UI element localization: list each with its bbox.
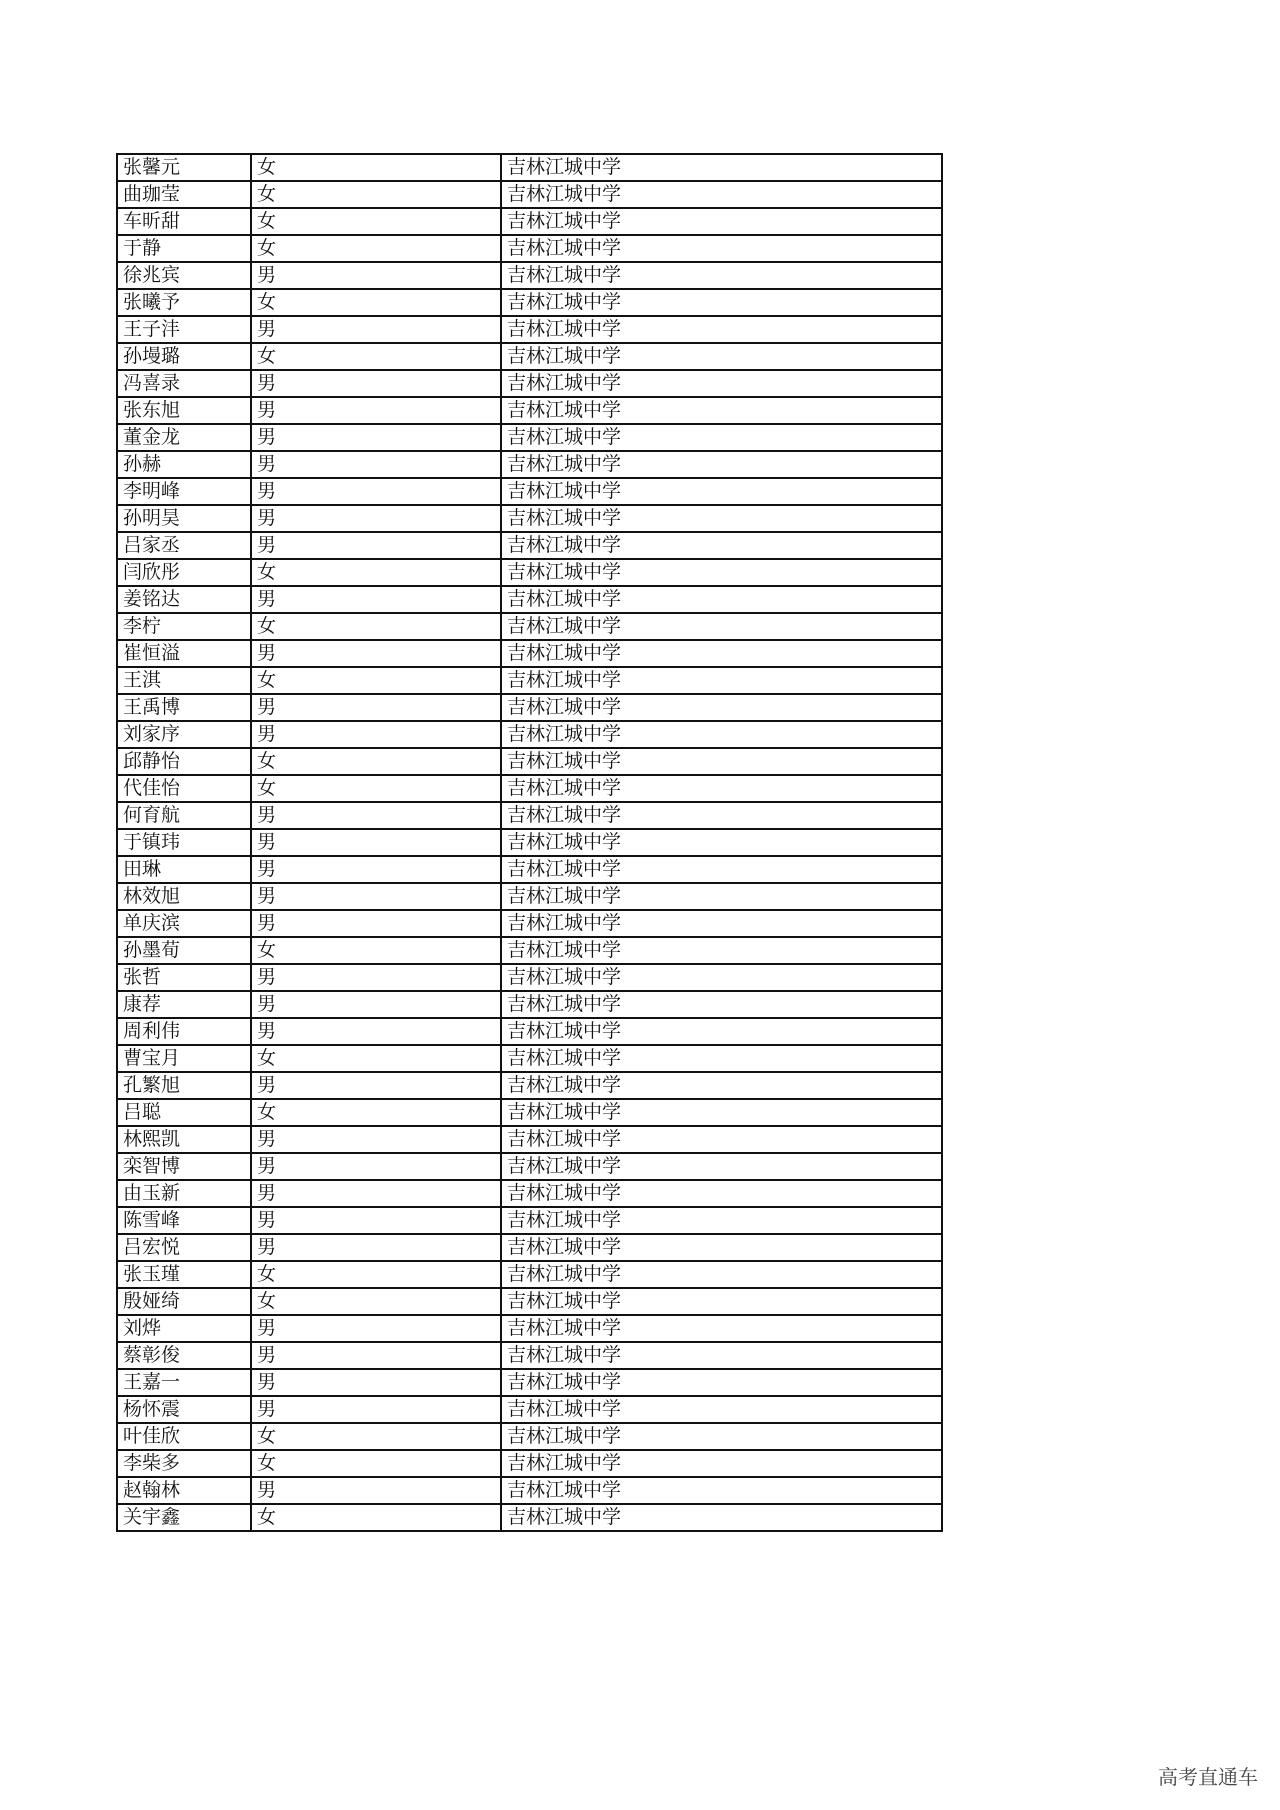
- gender-cell: 男: [251, 1153, 501, 1180]
- gender-cell: 男: [251, 883, 501, 910]
- table-row: [117, 613, 942, 640]
- gender-cell: 男: [251, 478, 501, 505]
- gender-cell: 女: [251, 937, 501, 964]
- gender-cell: 男: [251, 451, 501, 478]
- table-row: [117, 235, 942, 262]
- school-cell: 吉林江城中学: [501, 1018, 942, 1045]
- school-cell: 吉林江城中学: [501, 289, 942, 316]
- gender-cell: 男: [251, 1207, 501, 1234]
- school-cell: 吉林江城中学: [501, 667, 942, 694]
- student-name-cell: 吕聪: [117, 1099, 251, 1126]
- school-cell: 吉林江城中学: [501, 235, 942, 262]
- student-name-cell: 李明峰: [117, 478, 251, 505]
- school-cell: 吉林江城中学: [501, 1477, 942, 1504]
- gender-cell: 男: [251, 316, 501, 343]
- student-name-cell: 栾智博: [117, 1153, 251, 1180]
- gender-cell: 男: [251, 802, 501, 829]
- student-name-cell: 吕宏悦: [117, 1234, 251, 1261]
- gender-cell: 男: [251, 370, 501, 397]
- student-name-cell: 周利伟: [117, 1018, 251, 1045]
- student-name-cell: 曹宝月: [117, 1045, 251, 1072]
- table-row: [117, 667, 942, 694]
- student-name-cell: 王淇: [117, 667, 251, 694]
- gender-cell: 男: [251, 532, 501, 559]
- student-name-cell: 孙明昊: [117, 505, 251, 532]
- gender-cell: 女: [251, 1045, 501, 1072]
- table-row: [117, 181, 942, 208]
- gender-cell: 女: [251, 1423, 501, 1450]
- school-cell: 吉林江城中学: [501, 964, 942, 991]
- table-row: [117, 775, 942, 802]
- school-cell: 吉林江城中学: [501, 343, 942, 370]
- student-name-cell: 张馨元: [117, 154, 251, 181]
- student-name-cell: 崔恒溢: [117, 640, 251, 667]
- table-row: [117, 1153, 942, 1180]
- gender-cell: 女: [251, 343, 501, 370]
- gender-cell: 男: [251, 991, 501, 1018]
- student-name-cell: 吕家丞: [117, 532, 251, 559]
- table-row: [117, 1099, 942, 1126]
- student-name-cell: 杨怀震: [117, 1396, 251, 1423]
- gender-cell: 男: [251, 640, 501, 667]
- gender-cell: 男: [251, 586, 501, 613]
- table-row: [117, 991, 942, 1018]
- table-row: [117, 1288, 942, 1315]
- table-row: [117, 451, 942, 478]
- table-row: [117, 1369, 942, 1396]
- table-row: [117, 1396, 942, 1423]
- school-cell: 吉林江城中学: [501, 640, 942, 667]
- student-name-cell: 张曦予: [117, 289, 251, 316]
- school-cell: 吉林江城中学: [501, 370, 942, 397]
- gender-cell: 男: [251, 721, 501, 748]
- student-name-cell: 姜铭达: [117, 586, 251, 613]
- gender-cell: 女: [251, 181, 501, 208]
- table-row: [117, 154, 942, 181]
- table-row: [117, 829, 942, 856]
- table-row: [117, 478, 942, 505]
- table-row: [117, 1072, 942, 1099]
- gender-cell: 男: [251, 1369, 501, 1396]
- school-cell: 吉林江城中学: [501, 1423, 942, 1450]
- table-row: [117, 883, 942, 910]
- table-row: [117, 1045, 942, 1072]
- table-row: [117, 910, 942, 937]
- gender-cell: 女: [251, 748, 501, 775]
- gender-cell: 男: [251, 1234, 501, 1261]
- student-name-cell: 孔繁旭: [117, 1072, 251, 1099]
- table-row: [117, 1018, 942, 1045]
- table-row: [117, 1477, 942, 1504]
- gender-cell: 男: [251, 910, 501, 937]
- student-name-cell: 董金龙: [117, 424, 251, 451]
- school-cell: 吉林江城中学: [501, 532, 942, 559]
- table-row: [117, 559, 942, 586]
- student-name-cell: 林效旭: [117, 883, 251, 910]
- school-cell: 吉林江城中学: [501, 856, 942, 883]
- school-cell: 吉林江城中学: [501, 883, 942, 910]
- gender-cell: 男: [251, 1396, 501, 1423]
- student-name-cell: 林熙凯: [117, 1126, 251, 1153]
- student-name-cell: 孙墁璐: [117, 343, 251, 370]
- school-cell: 吉林江城中学: [501, 829, 942, 856]
- student-name-cell: 康荐: [117, 991, 251, 1018]
- school-cell: 吉林江城中学: [501, 559, 942, 586]
- table-row: [117, 424, 942, 451]
- school-cell: 吉林江城中学: [501, 262, 942, 289]
- student-name-cell: 徐兆宾: [117, 262, 251, 289]
- gender-cell: 女: [251, 235, 501, 262]
- student-name-cell: 张东旭: [117, 397, 251, 424]
- table-row: [117, 748, 942, 775]
- gender-cell: 女: [251, 289, 501, 316]
- student-name-cell: 王嘉一: [117, 1369, 251, 1396]
- table-row: [117, 532, 942, 559]
- school-cell: 吉林江城中学: [501, 1234, 942, 1261]
- student-name-cell: 单庆滨: [117, 910, 251, 937]
- gender-cell: 男: [251, 1315, 501, 1342]
- student-name-cell: 刘烨: [117, 1315, 251, 1342]
- school-cell: 吉林江城中学: [501, 1045, 942, 1072]
- table-row: [117, 1342, 942, 1369]
- school-cell: 吉林江城中学: [501, 1207, 942, 1234]
- student-name-cell: 于静: [117, 235, 251, 262]
- gender-cell: 女: [251, 559, 501, 586]
- student-name-cell: 关宇鑫: [117, 1504, 251, 1531]
- table-row: [117, 640, 942, 667]
- gender-cell: 男: [251, 1342, 501, 1369]
- student-name-cell: 叶佳欣: [117, 1423, 251, 1450]
- school-cell: 吉林江城中学: [501, 613, 942, 640]
- school-cell: 吉林江城中学: [501, 316, 942, 343]
- student-name-cell: 车昕甜: [117, 208, 251, 235]
- gender-cell: 男: [251, 397, 501, 424]
- student-name-cell: 王子沣: [117, 316, 251, 343]
- table-row: [117, 1234, 942, 1261]
- gender-cell: 女: [251, 1261, 501, 1288]
- school-cell: 吉林江城中学: [501, 451, 942, 478]
- table-row: [117, 1315, 942, 1342]
- student-name-cell: 蔡彰俊: [117, 1342, 251, 1369]
- gender-cell: 女: [251, 1450, 501, 1477]
- school-cell: 吉林江城中学: [501, 910, 942, 937]
- student-name-cell: 陈雪峰: [117, 1207, 251, 1234]
- table-row: [117, 1180, 942, 1207]
- gender-cell: 女: [251, 1099, 501, 1126]
- school-cell: 吉林江城中学: [501, 1099, 942, 1126]
- student-name-cell: 闫欣彤: [117, 559, 251, 586]
- table-row: [117, 208, 942, 235]
- table-row: [117, 964, 942, 991]
- school-cell: 吉林江城中学: [501, 1153, 942, 1180]
- table-row: [117, 1261, 942, 1288]
- table-row: [117, 1423, 942, 1450]
- table-row: [117, 1450, 942, 1477]
- school-cell: 吉林江城中学: [501, 991, 942, 1018]
- table-row: [117, 856, 942, 883]
- watermark-text: 高考直通车: [1158, 1765, 1258, 1789]
- student-name-cell: 张哲: [117, 964, 251, 991]
- student-name-cell: 冯喜录: [117, 370, 251, 397]
- school-cell: 吉林江城中学: [501, 1072, 942, 1099]
- student-name-cell: 何育航: [117, 802, 251, 829]
- gender-cell: 女: [251, 1288, 501, 1315]
- gender-cell: 男: [251, 1180, 501, 1207]
- gender-cell: 男: [251, 1126, 501, 1153]
- table-row: [117, 802, 942, 829]
- school-cell: 吉林江城中学: [501, 1369, 942, 1396]
- gender-cell: 男: [251, 505, 501, 532]
- gender-cell: 女: [251, 667, 501, 694]
- gender-cell: 男: [251, 829, 501, 856]
- student-name-cell: 孙赫: [117, 451, 251, 478]
- student-name-cell: 刘家序: [117, 721, 251, 748]
- school-cell: 吉林江城中学: [501, 1261, 942, 1288]
- student-name-cell: 李柴多: [117, 1450, 251, 1477]
- student-name-cell: 代佳怡: [117, 775, 251, 802]
- gender-cell: 男: [251, 694, 501, 721]
- student-name-cell: 孙墨荀: [117, 937, 251, 964]
- gender-cell: 女: [251, 208, 501, 235]
- student-name-cell: 由玉新: [117, 1180, 251, 1207]
- school-cell: 吉林江城中学: [501, 424, 942, 451]
- gender-cell: 男: [251, 424, 501, 451]
- student-name-cell: 殷娅绮: [117, 1288, 251, 1315]
- school-cell: 吉林江城中学: [501, 1396, 942, 1423]
- gender-cell: 男: [251, 262, 501, 289]
- gender-cell: 男: [251, 1072, 501, 1099]
- student-name-cell: 赵翰林: [117, 1477, 251, 1504]
- school-cell: 吉林江城中学: [501, 937, 942, 964]
- school-cell: 吉林江城中学: [501, 154, 942, 181]
- gender-cell: 女: [251, 1504, 501, 1531]
- table-row: [117, 316, 942, 343]
- school-cell: 吉林江城中学: [501, 1342, 942, 1369]
- gender-cell: 男: [251, 964, 501, 991]
- school-cell: 吉林江城中学: [501, 1504, 942, 1531]
- table-row: [117, 586, 942, 613]
- school-cell: 吉林江城中学: [501, 721, 942, 748]
- school-cell: 吉林江城中学: [501, 694, 942, 721]
- roster-body: [117, 154, 942, 1531]
- school-cell: 吉林江城中学: [501, 775, 942, 802]
- table-row: [117, 694, 942, 721]
- student-name-cell: 曲珈莹: [117, 181, 251, 208]
- gender-cell: 男: [251, 856, 501, 883]
- table-row: [117, 289, 942, 316]
- school-cell: 吉林江城中学: [501, 1288, 942, 1315]
- gender-cell: 女: [251, 154, 501, 181]
- school-cell: 吉林江城中学: [501, 1126, 942, 1153]
- school-cell: 吉林江城中学: [501, 397, 942, 424]
- student-roster-table: [116, 153, 943, 1532]
- table-row: [117, 1126, 942, 1153]
- table-row: [117, 343, 942, 370]
- school-cell: 吉林江城中学: [501, 505, 942, 532]
- gender-cell: 男: [251, 1477, 501, 1504]
- table-row: [117, 397, 942, 424]
- table-row: [117, 1504, 942, 1531]
- student-name-cell: 田琳: [117, 856, 251, 883]
- student-name-cell: 王禹博: [117, 694, 251, 721]
- school-cell: 吉林江城中学: [501, 1315, 942, 1342]
- school-cell: 吉林江城中学: [501, 478, 942, 505]
- school-cell: 吉林江城中学: [501, 1450, 942, 1477]
- school-cell: 吉林江城中学: [501, 748, 942, 775]
- gender-cell: 男: [251, 1018, 501, 1045]
- school-cell: 吉林江城中学: [501, 802, 942, 829]
- student-name-cell: 李柠: [117, 613, 251, 640]
- school-cell: 吉林江城中学: [501, 181, 942, 208]
- table-row: [117, 370, 942, 397]
- student-name-cell: 于镇玮: [117, 829, 251, 856]
- gender-cell: 女: [251, 613, 501, 640]
- student-name-cell: 邱静怡: [117, 748, 251, 775]
- table-row: [117, 937, 942, 964]
- school-cell: 吉林江城中学: [501, 208, 942, 235]
- gender-cell: 女: [251, 775, 501, 802]
- school-cell: 吉林江城中学: [501, 586, 942, 613]
- table-row: [117, 262, 942, 289]
- table-row: [117, 721, 942, 748]
- table-row: [117, 1207, 942, 1234]
- student-name-cell: 张玉瑾: [117, 1261, 251, 1288]
- school-cell: 吉林江城中学: [501, 1180, 942, 1207]
- table-row: [117, 505, 942, 532]
